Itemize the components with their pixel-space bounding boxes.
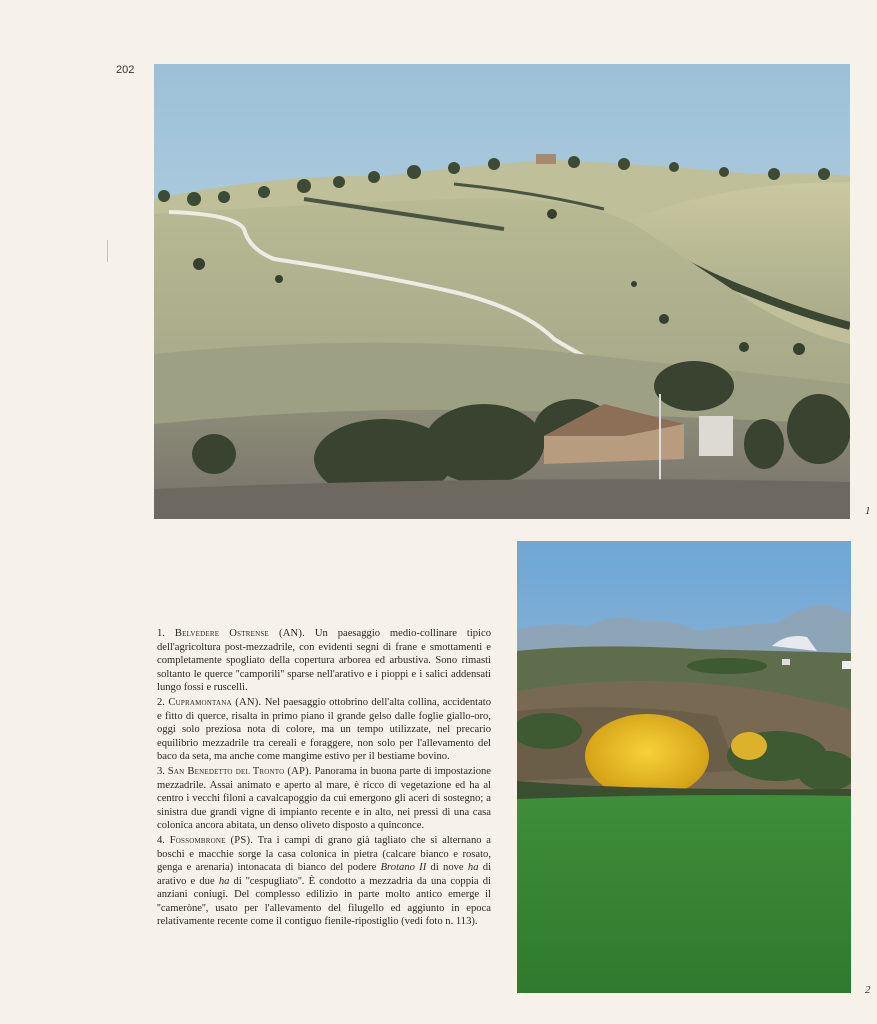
caption-2-num: 2. xyxy=(157,696,165,708)
caption-4-italic-2: ha xyxy=(467,862,479,874)
gutter-mark xyxy=(107,240,108,262)
caption-4-text-mid-1: di nove xyxy=(426,862,468,874)
photo-1-image xyxy=(154,64,850,519)
caption-1-place: Belvedere Ostrense (AN). xyxy=(174,628,305,639)
caption-4-num: 4. xyxy=(157,834,165,846)
page-number: 202 xyxy=(116,64,135,76)
captions-block xyxy=(157,627,491,930)
caption-2-place: Cupramontana (AN). xyxy=(168,696,262,708)
photo-2-landscape xyxy=(517,541,851,993)
caption-4-italic-3: ha xyxy=(218,875,230,887)
photo-1-landscape xyxy=(154,64,850,519)
figure-number-1: 1 xyxy=(865,505,871,517)
caption-4-place: Fossombrone (PS). xyxy=(169,834,254,846)
caption-2 xyxy=(157,696,491,764)
caption-2-text: Nel paesaggio ottobrino dell'alta collina, accidentato e fitto di querce, risalta in primo piano il grande gelso dalle foglie giallo-oro, oggi solo preziosa nota di colore, ma un tempo utilizzate, nel precario equilibrio mezzadrile tra cereali e foraggere, non solo per l'allevamento del baco da seta, ma anche come mangime estivo per il bestiame bovino. xyxy=(157,696,492,763)
caption-4-text-mid-2: di arativo e due xyxy=(157,862,492,887)
caption-3-place: San Benedetto del Tronto (AP). xyxy=(167,765,312,777)
caption-4-text-after: di ''cespugliato''. È condotto a mezzadria da una coppia di anziani coniugi. Del complesso edilizio in parte molto antico emerge il ''cameròne'', usato per l'allevamento del filugello ed aggiunto in epoca relativamente recente come il contiguo fienile-ripostiglio (vedi foto n. 113). xyxy=(157,875,492,928)
caption-1-num: 1. xyxy=(157,628,165,639)
caption-1 xyxy=(157,627,491,695)
figure-number-2: 2 xyxy=(865,984,871,996)
caption-3-num: 3. xyxy=(157,765,165,777)
caption-4-italic-1: Brotano II xyxy=(380,862,427,874)
caption-1-text: Un paesaggio medio-collinare tipico dell'agricoltura post-mezzadrile, con evidenti segni di frane e smottamenti e completamente spogliato della copertura arborea ed arbustiva. Sono rimasti soltanto le querce ''camporili'' sparse nell'arativo e i pioppi e i salici addensati lungo fossi e ruscelli. xyxy=(157,628,492,694)
caption-3-text: Panorama in buona parte di impostazione mezzadrile. Assai animato e aperto al mare, è ricco di vegetazione ed ha al centro i vecchi filoni a cavalcapoggio da cui emergono gli aceri di sostegno; a sinistra due grandi vigne di impianto recente e in alto, nei pressi di una casa colonica ancora abitata, un denso oliveto disposto a quinconce. xyxy=(157,765,491,832)
caption-4-text-before: Tra i campi di grano già tagliato che si alternano a boschi e macchie sorge la casa colonica in pietra (calcare bianco e rosato, genga e arenaria) intonacata di bianco del podere xyxy=(157,834,491,874)
caption-3 xyxy=(157,765,491,833)
photo-2-image xyxy=(517,541,851,993)
caption-4 xyxy=(157,834,491,929)
